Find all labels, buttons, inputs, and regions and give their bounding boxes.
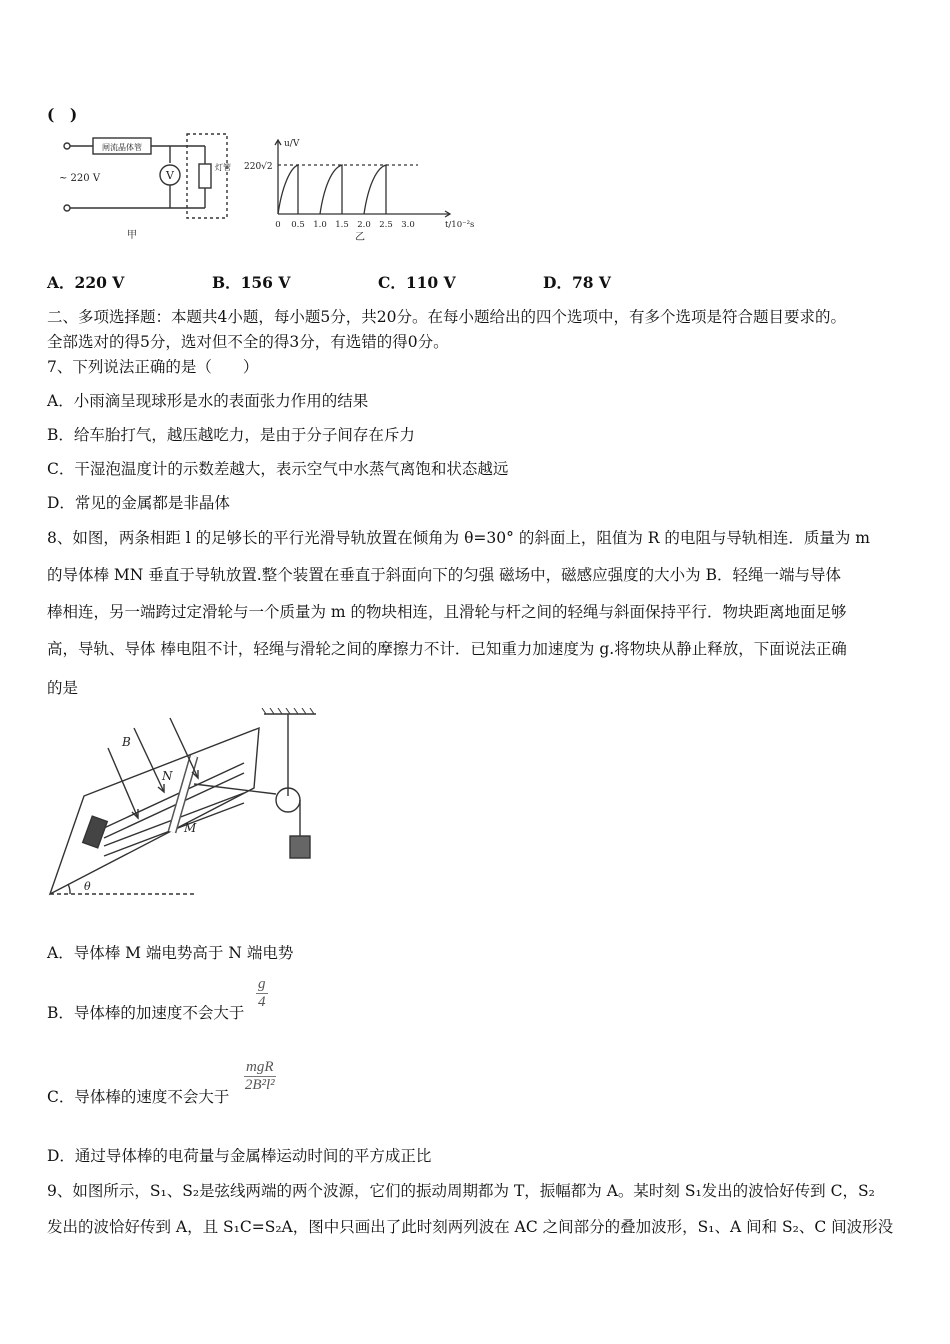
q8-option-a: A．导体棒 M 端电势高于 N 端电势 [47,944,294,962]
y-axis-label: u/V [284,139,300,149]
q7-stem: 7、下列说法正确的是（ ） [47,358,259,376]
q9-line1: 9、如图所示，S₁、S₂是弦线两端的两个波源，它们的振动周期都为 T，振幅都为 A。某时刻 S₁发出的波恰好传到 C，S₂ [47,1182,875,1200]
label-m: M [184,821,197,835]
x-tick: 2.5 [379,220,393,230]
q8-c-fraction: mgR 2B²l² [244,1059,275,1093]
q8-stem-line2: 的导体棒 MN 垂直于导轨放置.整个装置在垂直于斜面向下的匀强 磁场中，磁感应强度的大小为 B．轻绳一端与导体 [47,566,841,584]
q8-stem-line4: 高，导轨、导体 棒电阻不计，轻绳与滑轮之间的摩擦力不计．已知重力加速度为 g.将物块从静止释放，下面说法正确 [47,640,847,658]
q6-option-d: D．78 V [543,273,611,292]
q7-option-a: A．小雨滴呈现球形是水的表面张力作用的结果 [47,392,369,410]
x-tick: 1.5 [335,220,349,230]
q6-option-a: A．220 V [47,273,125,292]
q8-b-fraction: $\frac{g}{4}$ [258,976,266,1010]
q8-option-d: D．通过导体棒的电荷量与金属棒运动时间的平方成正比 [47,1147,432,1165]
voltmeter-label: V [166,169,174,182]
q9-line2: 发出的波恰好传到 A，且 S₁C=S₂A，图中只画出了此时刻两列波在 AC 之间部分的叠加波形，S₁、A 间和 S₂、C 间波形没 [47,1218,894,1236]
x-tick-labels [275,220,414,230]
q7-option-b: B．给车胎打气，越压越吃力，是由于分子间存在斥力 [47,426,415,444]
label-theta: θ [84,880,91,893]
section2-line1: 二、多项选择题：本题共4小题，每小题5分，共20分。在每小题给出的四个选项中，有多个选项是符合题目要求的。 [47,308,846,326]
x-tick: 1.0 [313,220,327,230]
source-label: ~ 220 V [59,173,101,184]
q8-option-b: B．导体棒的加速度不会大于 [47,1004,245,1022]
section2-line2: 全部选对的得5分，选对但不全的得3分，有选错的得0分。 [47,333,449,351]
label-n: N [162,769,173,783]
peak-label: 220√2 [244,162,273,172]
q8-option-c: C．导体棒的速度不会大于 [47,1088,230,1106]
x-tick: 2.0 [357,220,371,230]
q8-stem-line1: 8、如图，两条相距 l 的足够长的平行光滑导轨放置在倾角为 θ=30° 的斜面上，阻值为 R 的电阻与导轨相连．质量为 m [47,529,870,547]
label-b: B [122,735,131,749]
q8-incline-figure [44,708,334,900]
q7-option-c: C．干湿泡温度计的示数差越大，表示空气中水蒸气离饱和状态越远 [47,460,509,478]
lamp-label: 灯管 [215,163,231,172]
q6-answer-bracket: ( ) [47,105,78,124]
fig-jia-caption: 甲 [127,230,137,241]
x-tick: 0 [275,220,281,230]
q6-circuit-figure [55,130,245,242]
q6-option-b: B．156 V [212,273,291,292]
q7-option-d: D．常见的金属都是非晶体 [47,494,230,512]
q6-waveform-figure [240,132,480,242]
x-tick: 3.0 [401,220,415,230]
fig-yi-caption: 乙 [355,232,365,242]
device-label: 闸流晶体管 [102,143,142,152]
q8-stem-line3: 棒相连，另一端跨过定滑轮与一个质量为 m 的物块相连，且滑轮与杆之间的轻绳与斜面保持平行．物块距离地面足够 [47,603,847,621]
q6-option-c: C．110 V [378,273,456,292]
q8-stem-line5: 的是 [47,679,79,697]
x-tick: 0.5 [291,220,305,230]
x-axis-label: t/10⁻²s [445,220,475,230]
